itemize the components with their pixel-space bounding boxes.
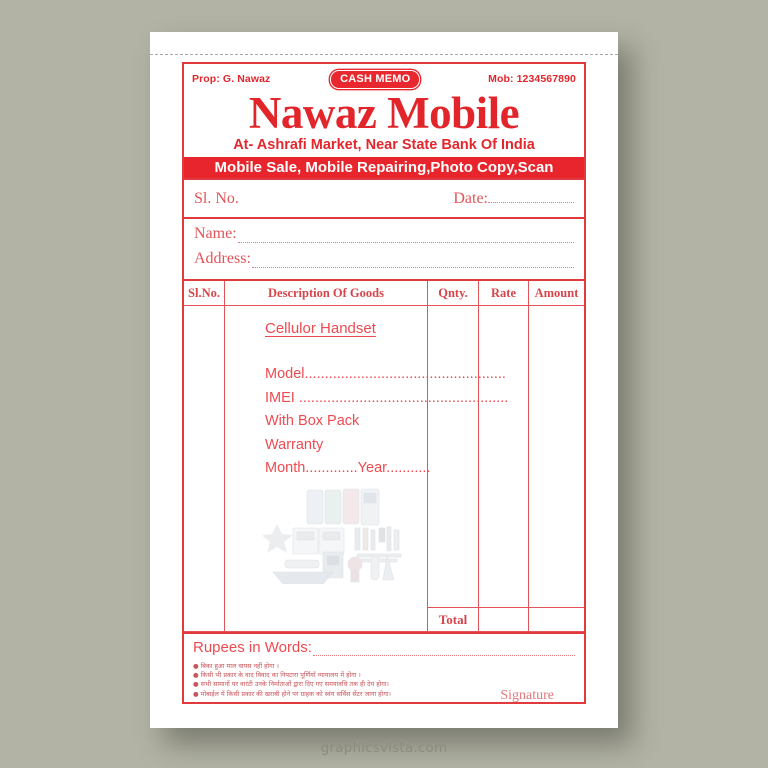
shop-name-title: Nawaz Mobile xyxy=(248,88,520,138)
total-label: Total xyxy=(428,608,479,632)
date-label: Date: xyxy=(453,189,488,207)
column-header-description: Description Of Goods xyxy=(225,280,428,306)
cash-memo-badge: CASH MEMO xyxy=(330,70,420,89)
site-watermark: graphicsvista.com xyxy=(320,740,448,756)
name-field[interactable] xyxy=(194,225,574,243)
address-field[interactable] xyxy=(194,250,574,268)
cell-rate[interactable] xyxy=(479,306,529,608)
header-top-row xyxy=(192,69,576,89)
term-item xyxy=(193,662,575,671)
address-label: Address: xyxy=(194,250,251,267)
signature-label: Signature xyxy=(500,688,554,703)
column-header-slno: Sl.No. xyxy=(184,280,225,306)
item-title: Cellulor Handset xyxy=(265,320,376,337)
name-label: Name: xyxy=(194,225,237,242)
rupees-in-words-field[interactable] xyxy=(193,639,575,656)
table-body-row xyxy=(184,306,584,608)
column-header-qnty: Qnty. xyxy=(428,280,479,306)
shop-address-line: At- Ashrafi Market, Near State Bank Of India xyxy=(233,137,535,153)
cell-amount[interactable] xyxy=(529,306,585,608)
description-content xyxy=(225,306,509,481)
bill-footer xyxy=(184,632,584,709)
serial-date-row xyxy=(184,178,584,217)
item-line: Month.............Year........... xyxy=(265,460,431,476)
bill-header xyxy=(184,64,584,154)
rupees-dotted-line xyxy=(313,644,575,656)
bullet-icon: ● xyxy=(193,689,199,698)
cell-slno[interactable] xyxy=(184,306,225,632)
item-line: Model.................................................. xyxy=(265,366,506,382)
proprietor-label: Prop: G. Nawaz xyxy=(192,73,271,85)
total-rate-cell[interactable] xyxy=(479,608,529,632)
column-header-amount: Amount xyxy=(529,280,585,306)
cash-memo-bill xyxy=(182,62,586,704)
term-text: बिका हुआ माल वापस नहीं होगा । xyxy=(200,662,279,670)
total-amount-cell[interactable] xyxy=(529,608,585,632)
bullet-icon: ● xyxy=(193,671,199,680)
services-banner: Mobile Sale, Mobile Repairing,Photo Copy,Scan xyxy=(184,157,584,178)
term-item xyxy=(193,671,575,680)
item-line: IMEI .................................................... xyxy=(265,389,509,406)
perforation-line xyxy=(150,54,618,55)
table-header-row xyxy=(184,280,584,306)
serial-number-label: Sl. No. xyxy=(194,189,239,207)
item-line: With Box Pack xyxy=(265,413,360,429)
date-field[interactable] xyxy=(453,190,574,208)
date-dotted-line xyxy=(488,191,574,203)
name-dotted-line xyxy=(238,231,574,243)
term-text: किसी भी प्रकार के वाद विवाद का निपटारा पूर्णियाँ न्यायालय में होगा । xyxy=(200,671,361,680)
column-header-rate: Rate xyxy=(479,280,529,306)
mobile-products-collage-image xyxy=(263,484,443,584)
bullet-icon: ● xyxy=(193,662,199,670)
term-text: सभी सामानों पर वारंटी उनके निर्माताओं द्वारा दिए गए समयावधि तक ही देय होगा। xyxy=(200,680,389,689)
term-text: मोबाईल में किसी प्रकार की खराबी होने पर ग्राहक को स्वंय सर्विस सेंटर जाना होगा। xyxy=(200,689,391,698)
item-line: Warranty xyxy=(265,436,324,453)
items-table xyxy=(184,279,584,632)
cell-qnty[interactable] xyxy=(428,306,479,608)
customer-details-block xyxy=(184,217,584,279)
address-dotted-line xyxy=(252,256,574,268)
mobile-number-label: Mob: 1234567890 xyxy=(488,73,576,85)
rupees-in-words-label: Rupees in Words: xyxy=(193,639,312,656)
bullet-icon: ● xyxy=(193,680,199,689)
